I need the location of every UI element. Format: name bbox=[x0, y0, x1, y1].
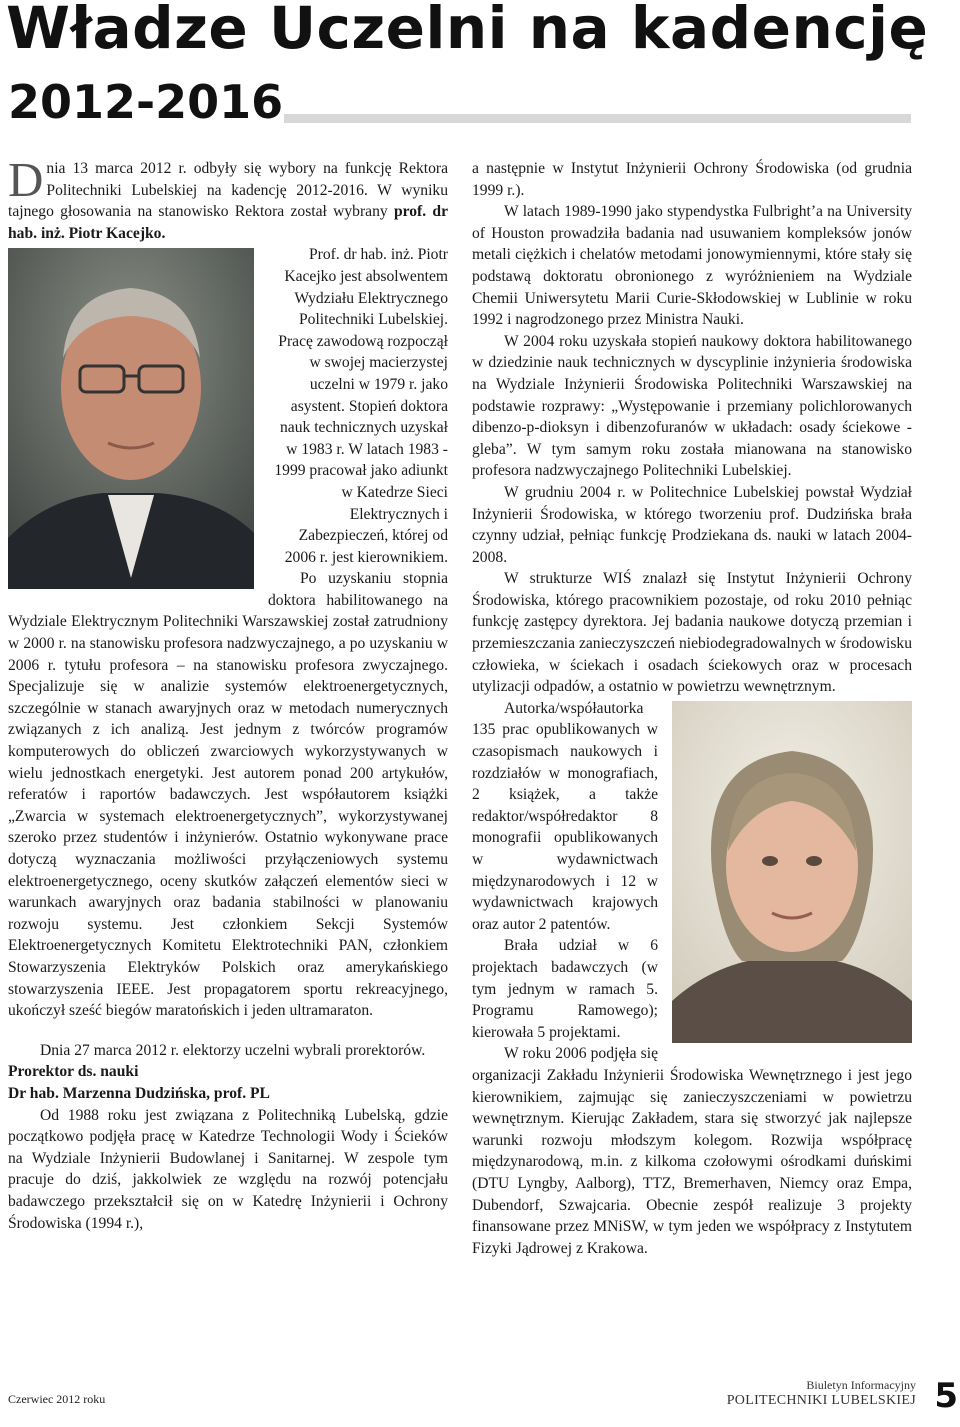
term-years: 2012-2016 bbox=[8, 75, 284, 129]
right-paragraph-7: Brała udział w 6 projektach badawczych (w tym jednym w ramach 5. Programu Ramowego); kierowała 5 projektami. bbox=[472, 937, 658, 1041]
right-paragraph-4: W grudniu 2004 r. w Politechnice Lubelskiej powstał Wydział Inżynierii Środowiska, w którego tworzeniu prof. Dudzińska brała czynny udział, pełniąc funkcję Prodziekana ds. nauki w latach 2004-2008. bbox=[472, 483, 912, 566]
bulletin-brand bbox=[727, 1378, 916, 1410]
title-rule bbox=[284, 114, 911, 123]
prorector-role: Prorektor ds. nauki bbox=[8, 1063, 139, 1081]
article-title: Władze Uczelni na kadencję bbox=[6, 0, 929, 62]
issue-date: Czerwiec 2012 roku bbox=[8, 1392, 106, 1406]
brand-bottom-line: POLITECHNIKI LUBELSKIEJ bbox=[726, 1393, 916, 1408]
left-column bbox=[8, 152, 448, 1234]
right-paragraph-2: W latach 1989-1990 jako stypendystka Fulbright’a na University of Houston prowadziła badania nad usuwaniem kompleksów jonów metali ciężkich i chelatów metodami jonowymiennymi, które stały się podstawą doktoratu obronionego z wyróżnieniem na Wydziale Chemii Uniwersytetu Marii Curie-Skłodowskiej w Lublinie w roku 1992 i nagrodzonego przez Ministra Nauki. bbox=[472, 203, 912, 329]
right-paragraph-5: W strukturze WIŚ znalazł się Instytut Inżynierii Ochrony Środowiska, którego pracownikiem pozostaje, od roku 2010 pełniąc funkcję zastępcy dyrektora. Jej badania naukowe dotyczą przemian i przemieszczania zanieczyszczeń niebiodegradowalnych w środowisku człowieka, w ściekach i osadach ściekowych oraz w procesach utylizacji odpadów, a ostatnio w powietrzu wewnętrznym. bbox=[472, 570, 912, 696]
bio-paragraph-3: Od 1988 roku jest związana z Politechniką Lubelską, gdzie początkowo podjęła pracę w Katedrze Technologii Wody i Ścieków na Wydziale Inżynierii Budowlanej i Sanitarnej. W zespole tym pracuje do dziś, jakkolwiek ze względu na rozwój potencjału badawczego przekształcił się on w Katedrę Inżynierii i Ochrony Środowiska (1994 r.), bbox=[8, 1106, 448, 1232]
bio-paragraph-2: Po uzyskaniu stopnia doktora habilitowanego na Wydziale Elektrycznym Politechniki Warszawskiej został zatrudniony w 2000 r. na stanowisku profesora nadzwyczajnego, a po uzyskaniu w 2006 r. tytułu profesora – na stanowisku profesora zwyczajnego. Specjalizuje się w analizie systemów elektroenergetycznych, szczególnie w stanach awaryjnych oraz w metodach numerycznych związanych z ich analizą. Jest jednym z twórców programów komputerowych do obliczeń zwarciowych wykorzystywanych w wielu jednostkach energetyki. Jest autorem ponad 200 artykułów, referatów i raportów badawczych. Jest współautorem książki „Zwarcia w systemach elektroenergetycznych”, wykorzystywanej szeroko przez studentów i inżynierów. Ostatnio wykonywane prace dotyczą wyznaczania możliwości przyłączeniowych systemu elektroenergetycznego, oceny skutków załączeń elementów sieci w warunkach awaryjnych oraz badania stabilności w planowaniu rozwoju systemu. Jest członkiem Sekcji Systemów Elektroenergetycznych Komitetu Elektrotechniki PAN, członkiem Stowarzyszenia Elektryków Polskich oraz amerykańskiego stowarzyszenia IEEE. Jest propagatorem sportu rekreacyjnego, ukończył sześć biegów maratońskich i jeden ultramaraton. bbox=[8, 570, 448, 1020]
right-paragraph-8: W roku 2006 podjęła się organizacji Zakładu Inżynierii Środowiska Wewnętrznego i jest jego kierownikiem, zajmując się zanieczyszczeniami w powietrzu wewnętrznym. Kierując Zakładem, stara się stworzyć jak najlepsze warunki rozwoju młodszym kolegom. Rozwija współpracę międzynarodową, m.in. z kilkoma czołowymi ośrodkami duńskimi (DTU Lyngby, Aalborg), TTZ, Bremerhaven, Niemcy oraz Empa, Dubendorf, Szwajcaria. Obecnie zespół realizuje 3 projekty finansowane przez MNiSW, w tym jeden we współpracy z Instytutem Fizyki Jądrowej z Krakowa. bbox=[472, 1045, 912, 1257]
prorector-portrait bbox=[672, 701, 912, 1043]
brand-top-line: Biuletyn Informacyjny bbox=[806, 1378, 916, 1392]
right-paragraph-3: W 2004 roku uzyskała stopień naukowy doktora habilitowanego w dziedzinie nauk technicznych w dyscyplinie inżynieria środowiska na Wydziale Inżynierii Środowiska Politechniki Warszawskiej na podstawie rozprawy: „Występowanie i przemiany polichlorowanych dibenzo-p-dioksyn i dibenzofuranów w układach: osady ściekowe - gleba”. W tym samym roku została mianowana na stanowisko profesora nadzwyczajnego Politechniki Lubelskiej. bbox=[472, 332, 912, 480]
right-column bbox=[472, 158, 912, 1259]
intro-text: nia 13 marca 2012 r. odbyły się wybory na funkcję Rektora Politechniki Lubelskiej na kadencję 2012-2016. W wyniku tajnego głosowania na stanowisko Rektora został wybrany bbox=[8, 160, 448, 221]
rector-portrait bbox=[8, 248, 254, 589]
right-paragraph-6: Autorka/współautorka 135 prac opublikowanych w czasopismach naukowych i rozdziałów w monografiach, 2 książek, a także redaktor/współredaktor 8 monografii opublikowanych w wydawnictwach międzynarodowych i 12 w wydawnictwach krajowych oraz autor 2 patentów. bbox=[472, 699, 658, 933]
dropcap: D bbox=[8, 152, 44, 207]
right-paragraph-1: a następnie w Instytut Inżynierii Ochrony Środowiska (od grudnia 1999 r.). bbox=[472, 160, 912, 199]
page-number: 5 bbox=[934, 1376, 958, 1416]
election-paragraph: Dnia 27 marca 2012 r. elektorzy uczelni wybrali prorektorów. bbox=[40, 1041, 426, 1059]
intro-paragraph bbox=[8, 152, 448, 244]
prorector-name: Dr hab. Marzenna Dudzińska, prof. PL bbox=[8, 1084, 270, 1102]
bio-paragraph-1: Prof. dr hab. inż. Piotr Kacejko jest absolwentem Wydziału Elektrycznego Politechniki Lubelskiej. Pracę zawodową rozpoczął w swojej macierzystej uczelni w 1979 r. jako asystent. Stopień doktora nauk technicznych uzyskał w 1983 r. W latach 1983 - 1999 pracował jako adiunkt w Katedrze Sieci Elektrycznych i Zabezpieczeń, której od 2006 r. jest kierownikiem. bbox=[274, 246, 448, 566]
rector-name: prof. dr hab. inż. Piotr Kacejko. bbox=[8, 203, 448, 242]
